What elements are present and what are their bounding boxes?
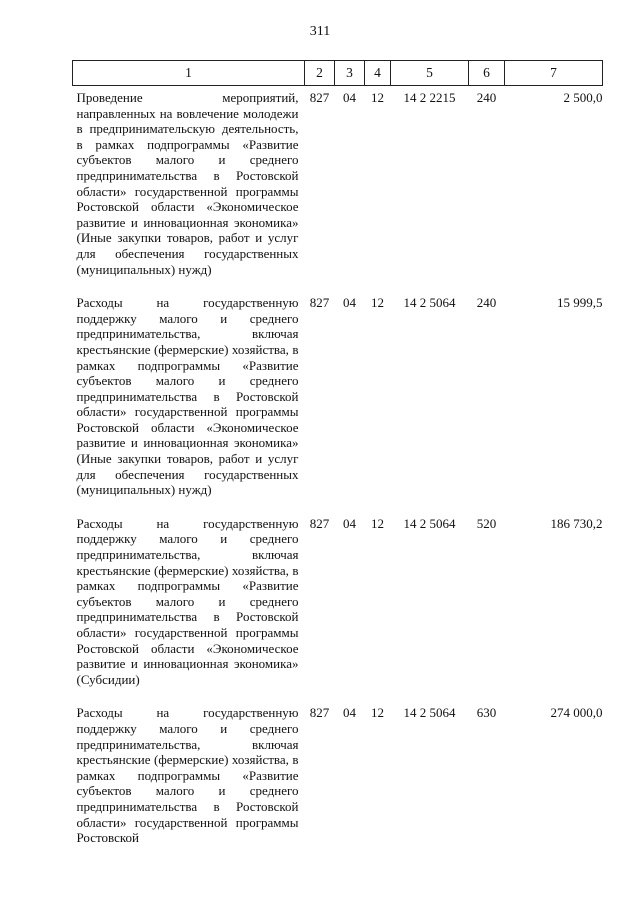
col-header-3: 3 xyxy=(335,61,365,86)
row-ministry-code: 827 xyxy=(309,295,330,311)
row-description: Проведение мероприятий, направленных на вовлечение молодежи в предпринимательскую деятельность, в рамках подпрограммы «Развитие субъектов малого и среднего предпринимательства в Ростовской области» государственной программы Ростовской области «Экономическое развитие и инновационная экономика» (Иные закупки товаров, работ и услуг для обеспечения государственных (муниципальных) нужд) xyxy=(76,90,299,277)
row-description: Расходы на государственную поддержку малого и среднего предпринимательства, включая крестьянские (фермерские) хозяйства, в рамках подпрограммы «Развитие субъектов малого и среднего предпринимательства в Ростовской области» государственной программы Ростовской области «Экономическое развитие и инновационная экономика» (Субсидии) xyxy=(76,515,299,687)
row-expense-type: 240 xyxy=(476,90,497,105)
row-subsection: 12 xyxy=(371,90,384,105)
col-header-6: 6 xyxy=(469,61,505,86)
row-ministry-code: 827 xyxy=(309,90,330,105)
table-row xyxy=(73,86,603,292)
row-target-article: 14 2 2215 xyxy=(403,90,456,105)
header-row xyxy=(73,61,603,86)
row-section: 04 xyxy=(343,295,356,311)
row-amount: 2 500,0 xyxy=(563,90,603,105)
row-section: 04 xyxy=(343,705,356,721)
row-target-article: 14 2 5064 xyxy=(403,515,456,531)
table-row xyxy=(73,291,603,512)
row-target-article: 14 2 5064 xyxy=(403,705,456,721)
row-ministry-code: 827 xyxy=(309,515,330,531)
row-section: 04 xyxy=(343,515,356,531)
row-subsection: 12 xyxy=(371,295,384,311)
row-amount: 274 000,0 xyxy=(550,705,603,721)
row-description: Расходы на государственную поддержку малого и среднего предпринимательства, включая крестьянские (фермерские) хозяйства, в рамках подпрограммы «Развитие субъектов малого и среднего предпринимательства в Ростовской области» государственной программы Ростовской xyxy=(76,705,299,846)
budget-table xyxy=(72,60,603,860)
table-row xyxy=(73,701,603,859)
table-row xyxy=(73,512,603,702)
row-ministry-code: 827 xyxy=(309,705,330,721)
col-header-7: 7 xyxy=(505,61,603,86)
row-expense-type: 520 xyxy=(476,515,497,531)
col-header-2: 2 xyxy=(305,61,335,86)
row-expense-type: 240 xyxy=(476,295,497,311)
row-target-article: 14 2 5064 xyxy=(403,295,456,311)
row-amount: 186 730,2 xyxy=(550,515,603,531)
row-expense-type: 630 xyxy=(476,705,497,721)
row-description: Расходы на государственную поддержку малого и среднего предпринимательства, включая крестьянские (фермерские) хозяйства, в рамках подпрограммы «Развитие субъектов малого и среднего предпринимательства в Ростовской области» государственной программы Ростовской области «Экономическое развитие и инновационная экономика» (Иные закупки товаров, работ и услуг для обеспечения государственных (муниципальных) нужд) xyxy=(76,295,299,498)
row-subsection: 12 xyxy=(371,705,384,721)
row-subsection: 12 xyxy=(371,515,384,531)
page-number: 311 xyxy=(309,24,331,39)
row-amount: 15 999,5 xyxy=(557,295,603,311)
col-header-1: 1 xyxy=(73,61,305,86)
row-section: 04 xyxy=(343,90,356,105)
col-header-5: 5 xyxy=(391,61,469,86)
col-header-4: 4 xyxy=(365,61,391,86)
